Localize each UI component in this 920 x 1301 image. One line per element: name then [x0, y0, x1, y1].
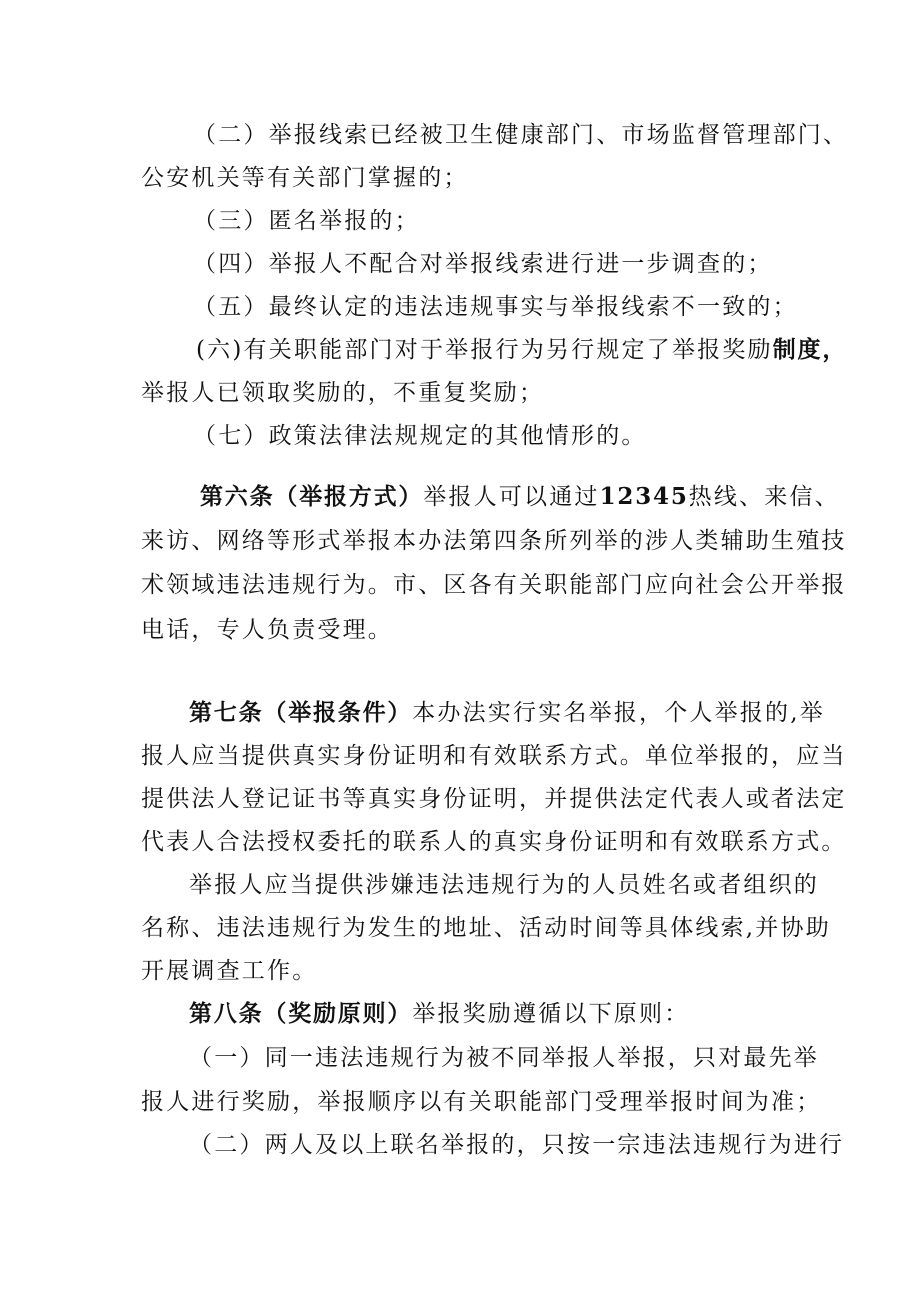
- paragraph-line: [189, 870, 819, 900]
- line-text: 举报奖励遵循以下原则：: [412, 1001, 690, 1027]
- line-text: 代表人合法授权委托的联系人的真实身份证明和有效联系方式。: [141, 829, 847, 855]
- paragraph-line: [141, 526, 847, 556]
- article-heading-line: [189, 999, 689, 1029]
- paragraph-line: [193, 206, 420, 236]
- line-text: （五）最终认定的违法违规事实与举报线索不一致的；: [193, 294, 798, 320]
- line-text: (六)有关职能部门对于举报行为另行规定了举报奖励: [196, 337, 773, 363]
- paragraph-line: [189, 1130, 844, 1160]
- article-title: 第七条（举报条件）: [189, 699, 413, 726]
- paragraph-line: [141, 913, 831, 943]
- line-text: （一）同一违法违规行为被不同举报人举报，只对最先举: [189, 1045, 819, 1071]
- paragraph-line: [141, 741, 847, 771]
- paragraph-line: [189, 1043, 819, 1073]
- line-text: 报人应当提供真实身份证明和有效联系方式。单位举报的，应当: [141, 743, 847, 769]
- paragraph-line: [141, 1087, 821, 1117]
- line-text: 热线、来信、: [688, 484, 840, 510]
- line-text: 报人进行奖励，举报顺序以有关职能部门受理举报时间为准；: [141, 1089, 822, 1115]
- line-text: 提供法人登记证书等真实身份证明，并提供法定代表人或者法定: [141, 786, 847, 812]
- paragraph-line: [141, 784, 847, 814]
- line-text: （三）匿名举报的；: [193, 208, 420, 234]
- line-text: （四）举报人不配合对举报线索进行进一步调查的；: [193, 251, 773, 277]
- article-title: 第八条（奖励原则）: [189, 1000, 413, 1027]
- line-text: 电话，专人负责受理。: [141, 617, 393, 643]
- hotline-number: 12345: [599, 483, 689, 510]
- paragraph-line: [141, 615, 393, 645]
- line-text: 本办法实行实名举报，个人举报的,举: [412, 700, 825, 726]
- paragraph-line: [141, 956, 317, 986]
- paragraph-line: [141, 570, 847, 600]
- line-text: 术领域违法违规行为。市、区各有关职能部门应向社会公开举报: [141, 572, 847, 598]
- paragraph-line: [141, 378, 544, 408]
- line-text: 名称、违法违规行为发生的地址、活动时间等具体线索,并协助: [141, 915, 831, 941]
- paragraph-line: [196, 335, 847, 365]
- line-text: 开展调查工作。: [141, 958, 318, 984]
- paragraph-line: [141, 163, 469, 193]
- line-text: 举报人应当提供涉嫌违法违规行为的人员姓名或者组织的: [189, 872, 819, 898]
- paragraph-line: [193, 120, 848, 150]
- paragraph-line: [193, 292, 798, 322]
- line-text: 来访、网络等形式举报本办法第四条所列举的涉人类辅助生殖技: [141, 528, 847, 554]
- line-text: （七）政策法律法规规定的其他情形的。: [193, 423, 647, 449]
- bold-text: 制度，: [772, 336, 848, 363]
- line-text: 举报人已领取奖励的，不重复奖励；: [141, 380, 545, 406]
- article-heading-line: [200, 482, 840, 512]
- line-text: 举报人可以通过: [423, 484, 600, 510]
- article-heading-line: [189, 698, 825, 728]
- paragraph-line: [193, 421, 647, 451]
- paragraph-line: [193, 249, 773, 279]
- line-text: 公安机关等有关部门掌握的；: [141, 165, 469, 191]
- line-text: （二）两人及以上联名举报的，只按一宗违法违规行为进行: [189, 1132, 845, 1158]
- article-title: 第六条（举报方式）: [200, 483, 424, 510]
- paragraph-line: [141, 827, 847, 857]
- line-text: （二）举报线索已经被卫生健康部门、市场监督管理部门、: [193, 122, 849, 148]
